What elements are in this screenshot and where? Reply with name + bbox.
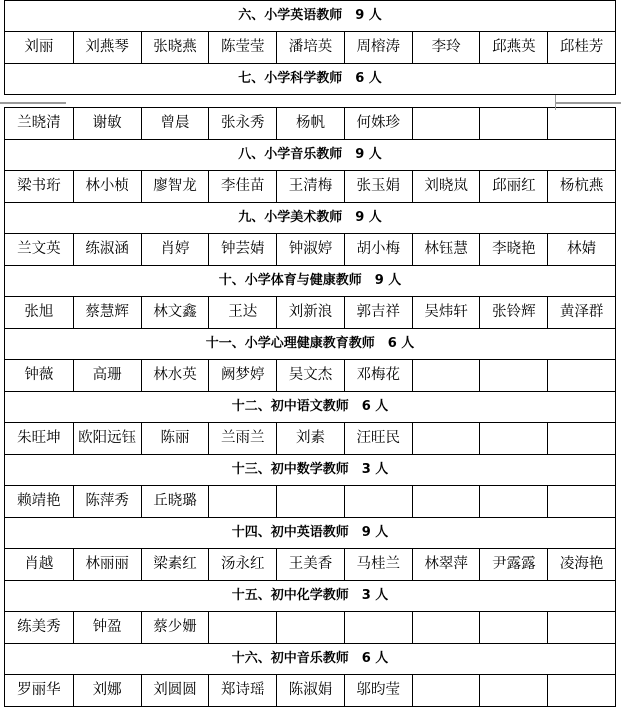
name-cell: 刘燕琴 [73,32,141,63]
name-cell: 刘丽 [24,39,54,55]
name-cell: 张永秀 [208,108,276,139]
name-cell: 邬昀莹 [344,675,412,706]
name-cell: 蔡慧辉 [73,297,141,328]
name-cell: 李晓艳 [479,234,547,265]
name-cell [412,486,480,517]
name-cell: 兰文英 [17,241,61,257]
name-cell: 林翠萍 [412,549,480,580]
section-title: 十、小学体育与健康教师 9 人 [5,265,615,296]
name-cell: 胡小梅 [344,234,412,265]
name-cell: 刘素 [276,423,344,454]
name-cell: 肖婷 [141,234,209,265]
name-cell: 练美秀 [17,619,61,635]
page-corner-mark [0,95,66,103]
table-row [5,548,615,580]
name-cell [412,360,480,391]
name-cell: 林小桢 [73,171,141,202]
table-row [5,422,615,454]
page-break [4,95,616,107]
page-corner-mark [555,95,621,103]
name-cell: 汪旺民 [344,423,412,454]
name-cell: 李佳苗 [208,171,276,202]
page-corner-mark [0,103,66,104]
name-cell [412,675,480,706]
name-cell [208,612,276,643]
name-cell: 刘圆圆 [141,675,209,706]
table-row [5,170,615,202]
name-cell: 邱燕英 [479,32,547,63]
name-cell: 梁书珩 [17,178,61,194]
name-cell [547,360,615,391]
section-title: 十六、初中音乐教师 6 人 [5,643,615,674]
name-cell: 潘培英 [276,32,344,63]
section-title: 十三、初中数学教师 3 人 [5,454,615,485]
name-cell: 谢敏 [73,108,141,139]
name-cell: 张玉娟 [344,171,412,202]
name-cell: 邱桂芳 [547,32,615,63]
name-cell: 李玲 [412,32,480,63]
table-row [5,674,615,706]
name-cell [412,612,480,643]
name-cell: 汤永红 [208,549,276,580]
name-cell: 吴文杰 [276,360,344,391]
name-cell: 郭吉祥 [344,297,412,328]
name-cell: 张晓燕 [141,32,209,63]
section-title: 六、小学英语教师 9 人 [238,8,382,23]
table-row [5,296,615,328]
name-cell: 郑诗瑶 [208,675,276,706]
name-cell: 邓梅花 [344,360,412,391]
name-cell: 钟淑婷 [276,234,344,265]
name-cell: 杨杭燕 [547,171,615,202]
name-cell [412,423,480,454]
name-cell: 马桂兰 [344,549,412,580]
name-cell [479,675,547,706]
name-cell [412,108,480,139]
name-cell: 高珊 [73,360,141,391]
section-title: 十五、初中化学教师 3 人 [5,580,615,611]
name-cell: 钟薇 [24,367,54,383]
name-cell: 凌海艳 [547,549,615,580]
section-title: 十四、初中英语教师 9 人 [5,517,615,548]
name-cell: 杨帆 [276,108,344,139]
name-cell [479,612,547,643]
name-cell: 刘娜 [73,675,141,706]
name-cell: 陈丽 [141,423,209,454]
name-cell [547,612,615,643]
page-corner-mark [555,103,621,110]
name-cell: 赖靖艳 [17,493,61,509]
name-cell: 林婧 [547,234,615,265]
name-cell: 陈莹莹 [208,32,276,63]
table-row [5,359,615,391]
name-cell: 张旭 [24,304,54,320]
name-cell: 黄泽群 [547,297,615,328]
name-cell: 曾晨 [141,108,209,139]
name-cell: 肖越 [24,556,54,572]
name-cell: 林文鑫 [141,297,209,328]
name-cell [479,360,547,391]
name-cell: 周榕涛 [344,32,412,63]
name-cell: 练淑涵 [73,234,141,265]
name-cell [276,612,344,643]
name-cell: 刘晓岚 [412,171,480,202]
name-cell: 吴炜轩 [412,297,480,328]
section-title: 十一、小学心理健康教育教师 6 人 [5,328,615,359]
name-cell [344,612,412,643]
name-cell: 钟芸婧 [208,234,276,265]
name-cell [276,486,344,517]
table-row [5,31,615,63]
name-cell: 王清梅 [276,171,344,202]
name-cell [547,108,615,139]
name-cell: 张铃辉 [479,297,547,328]
name-cell: 兰雨兰 [208,423,276,454]
name-cell: 朱旺坤 [17,430,61,446]
name-cell: 梁素红 [141,549,209,580]
name-cell: 钟盈 [73,612,141,643]
name-cell: 尹露露 [479,549,547,580]
name-cell: 陈萍秀 [73,486,141,517]
section-title: 九、小学美术教师 9 人 [5,202,615,233]
name-cell [479,486,547,517]
name-cell [479,108,547,139]
name-cell [547,675,615,706]
name-cell: 林水英 [141,360,209,391]
name-cell [547,486,615,517]
name-cell: 林丽丽 [73,549,141,580]
section-title: 十二、初中语文教师 6 人 [5,391,615,422]
name-cell: 欧阳远钰 [73,423,141,454]
table-page-1 [4,0,616,95]
table-row [5,485,615,517]
name-cell: 蔡少姗 [141,612,209,643]
name-cell [344,486,412,517]
name-cell: 陈淑娟 [276,675,344,706]
section-title: 八、小学音乐教师 9 人 [5,139,615,170]
table-page-2 [4,107,616,707]
name-cell: 丘晓璐 [141,486,209,517]
teacher-list-document [4,0,616,707]
name-cell [547,423,615,454]
table-row [5,233,615,265]
name-cell: 阙梦婷 [208,360,276,391]
name-cell: 邱丽红 [479,171,547,202]
name-cell: 王美香 [276,549,344,580]
name-cell [479,423,547,454]
table-row [5,611,615,643]
name-cell: 王达 [208,297,276,328]
name-cell: 刘新浪 [276,297,344,328]
name-cell: 林钰慧 [412,234,480,265]
name-cell [208,486,276,517]
table-row [5,108,615,139]
name-cell: 兰晓清 [17,115,61,131]
name-cell: 罗丽华 [17,682,61,698]
name-cell: 何姝珍 [344,108,412,139]
name-cell: 廖智龙 [141,171,209,202]
section-title: 七、小学科学教师 6 人 [5,63,615,94]
